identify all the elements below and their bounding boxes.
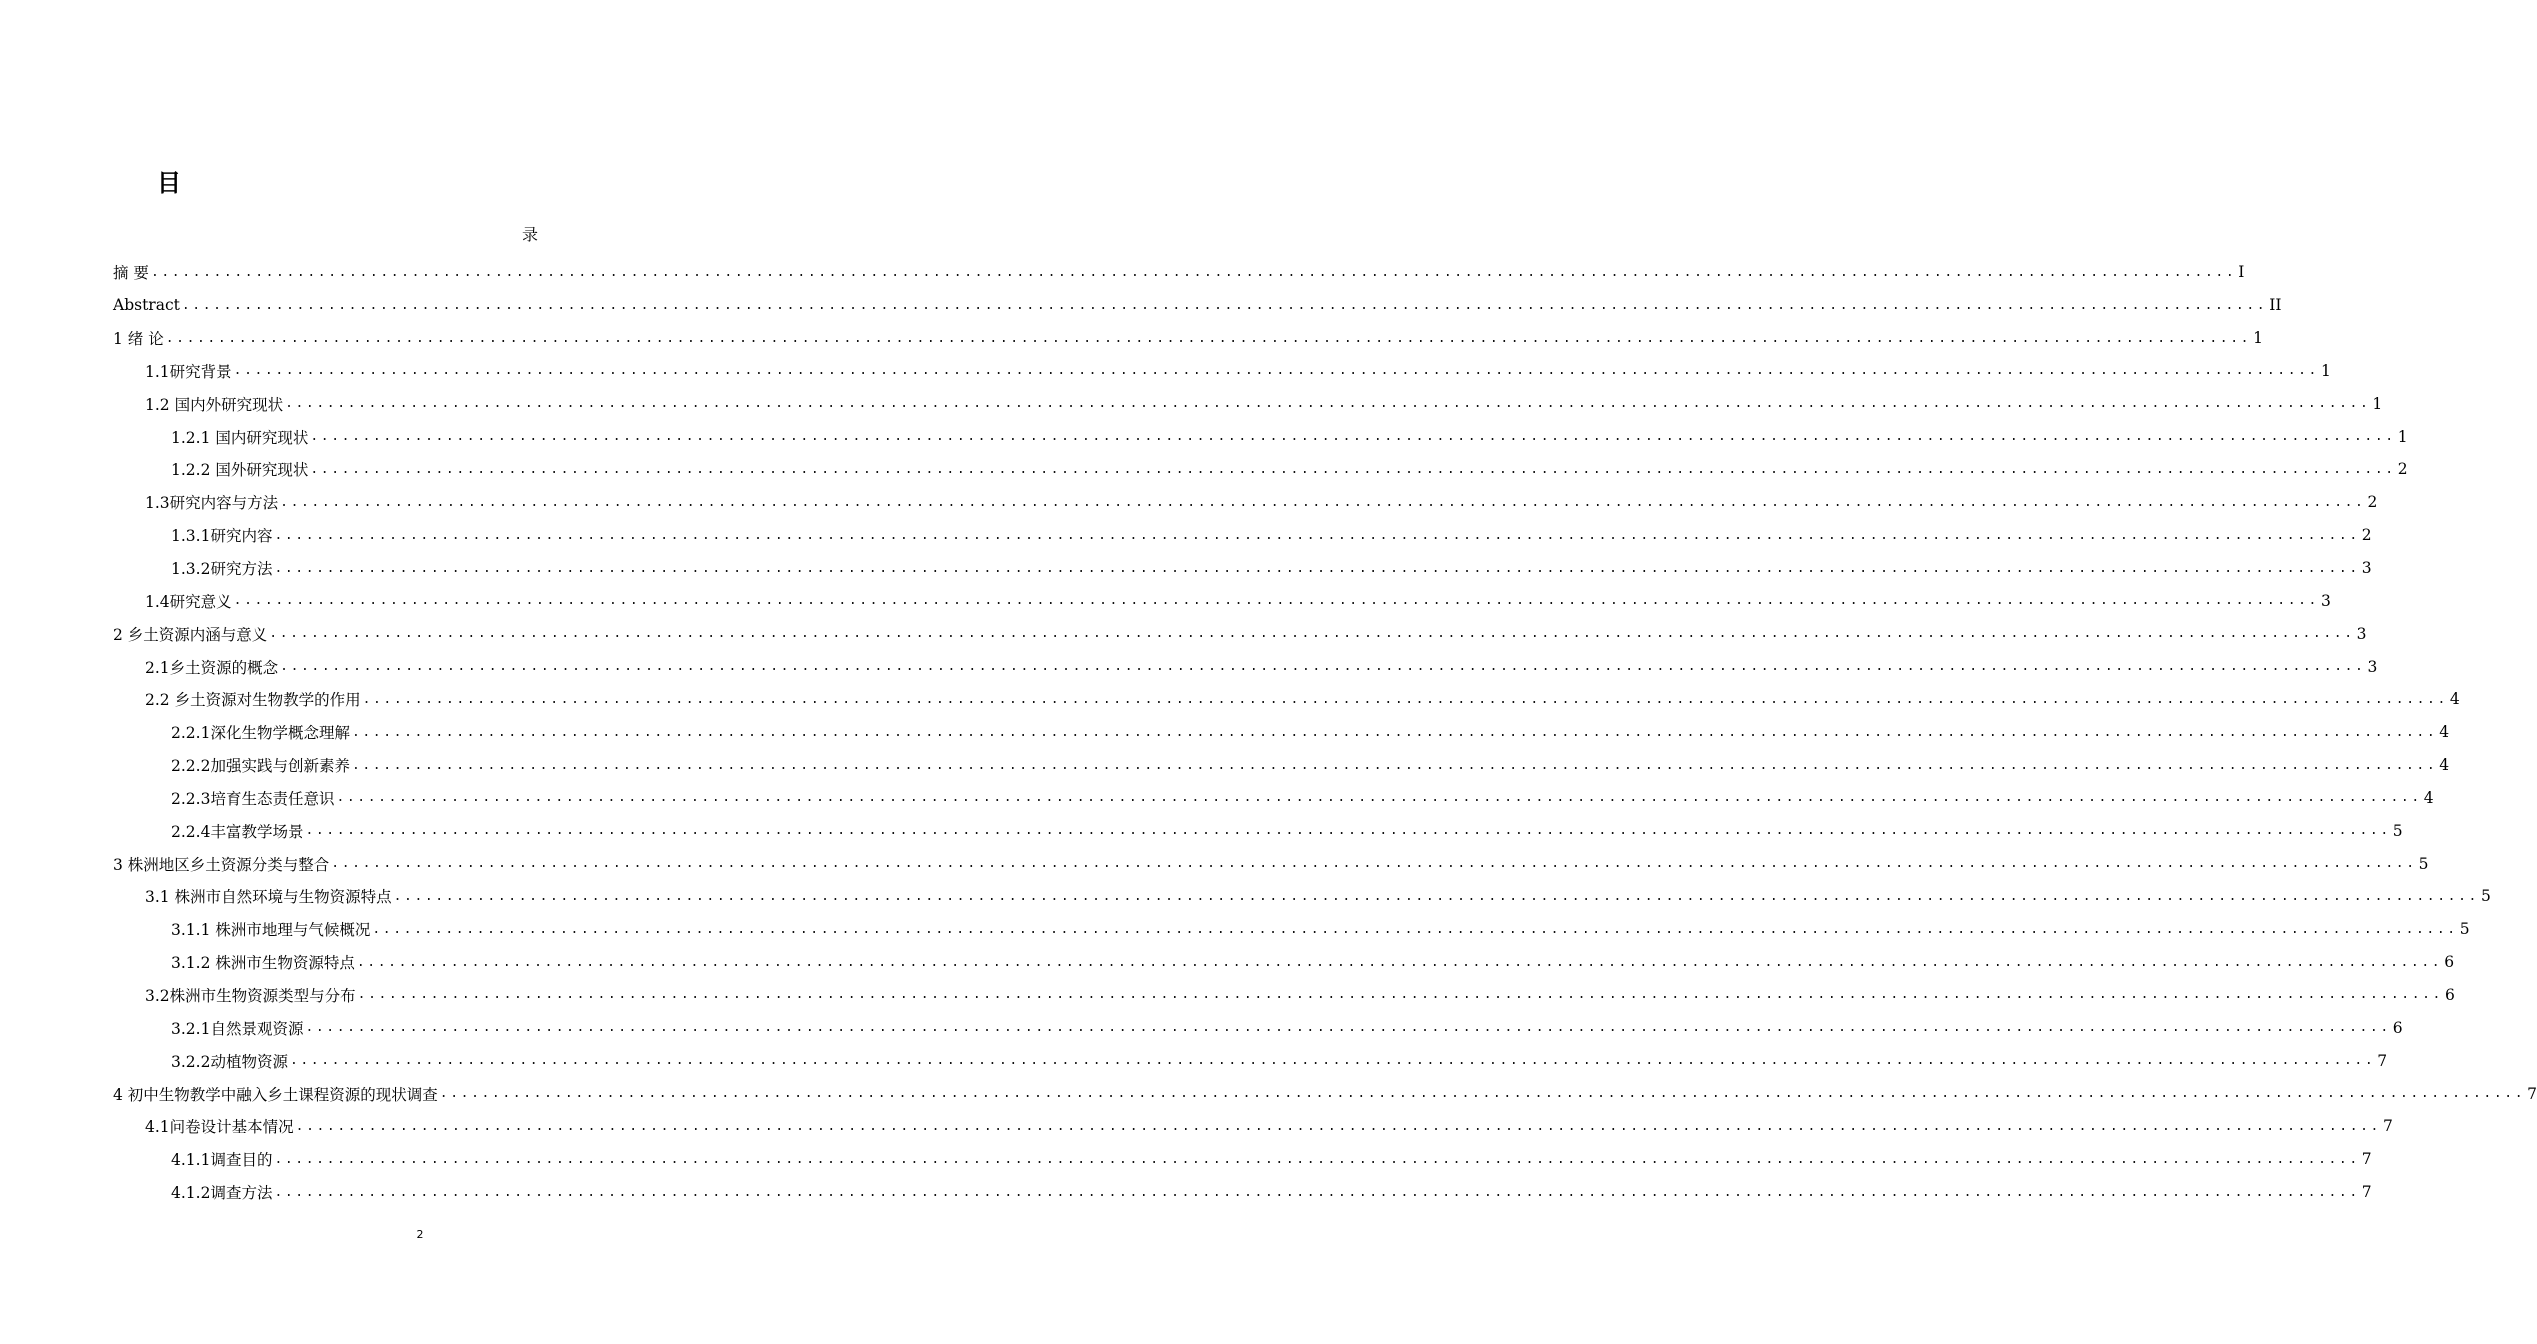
- toc-entry-page: 7: [2361, 1150, 2372, 1169]
- toc-entry-page: 2: [2361, 526, 2372, 545]
- toc-entry-label: 1.1研究背景: [145, 362, 232, 381]
- toc-entry-label: 3.1.1 株洲市地理与气候概况: [171, 921, 371, 940]
- toc-entry-label: 3.1.2 株洲市生物资源特点: [171, 954, 355, 973]
- toc-entry-label: 2.1乡土资源的概念: [145, 658, 279, 677]
- toc-entry[interactable]: [113, 1077, 2537, 1110]
- toc-entry-label: 3.2.1自然景观资源: [171, 1019, 304, 1038]
- toc-leader-dots: ........................................................................................................................................................................................................: [150, 264, 2237, 280]
- toc-entry-page: 5: [2459, 920, 2470, 939]
- toc-leader-dots: ........................................................................................................................................................................................................: [439, 1086, 2526, 1102]
- toc-entry-label: 2.2.2加强实践与创新素养: [171, 757, 350, 776]
- toc-entry-label: 1.3.2研究方法: [171, 560, 273, 579]
- toc-entry-page: 1: [2372, 394, 2383, 413]
- toc-entry-page: 7: [2527, 1084, 2537, 1103]
- toc-entry-label: 2.2.3培育生态责任意识: [171, 789, 335, 808]
- toc-leader-dots: ........................................................................................................................................................................................................: [393, 888, 2479, 904]
- toc-entry-page: 2: [2397, 460, 2408, 479]
- toc-leader-dots: ........................................................................................................................................................................................................: [351, 757, 2438, 773]
- toc-leader-dots: ........................................................................................................................................................................................................: [233, 363, 2319, 379]
- toc-entry-page: 6: [2444, 953, 2455, 972]
- toc-title-first-char: 目: [157, 169, 181, 197]
- toc-leader-dots: ........................................................................................................................................................................................................: [372, 921, 2458, 937]
- toc-entry[interactable]: [113, 683, 2460, 716]
- toc-entry[interactable]: [113, 1044, 2388, 1077]
- toc-entry-label: 2 乡土资源内涵与意义: [113, 625, 268, 644]
- toc-entry-label: Abstract: [113, 296, 180, 315]
- toc-entry[interactable]: [113, 1110, 2393, 1143]
- toc-leader-dots: ........................................................................................................................................................................................................: [280, 659, 2366, 675]
- toc-leader-dots: ........................................................................................................................................................................................................: [331, 856, 2417, 872]
- toc-leader-dots: ........................................................................................................................................................................................................: [357, 987, 2443, 1003]
- page-footer: [0, 1228, 950, 1241]
- toc-entry[interactable]: [113, 453, 2408, 486]
- toc-entry[interactable]: [113, 913, 2470, 946]
- toc-entry[interactable]: [113, 946, 2455, 979]
- toc-leader-dots: ........................................................................................................................................................................................................: [310, 461, 2396, 477]
- toc-leader-dots: ........................................................................................................................................................................................................: [362, 691, 2448, 707]
- toc-entry-label: 3.1 株洲市自然环境与生物资源特点: [145, 888, 392, 907]
- toc-entry[interactable]: [113, 519, 2372, 552]
- toc-entry-page: 4: [2423, 788, 2434, 807]
- toc-entry[interactable]: [113, 782, 2434, 815]
- toc-entry-label: 1.2.2 国外研究现状: [171, 461, 309, 480]
- toc-entry-page: II: [2269, 296, 2282, 315]
- toc-entry[interactable]: [113, 322, 2263, 355]
- toc-entry[interactable]: [113, 420, 2408, 453]
- toc-entry-label: 摘 要: [113, 264, 149, 283]
- toc-entry-label: 4.1.1调查目的: [171, 1151, 273, 1170]
- toc-entry-label: 1.4研究意义: [145, 592, 232, 611]
- toc-entry-page: 3: [2356, 624, 2367, 643]
- toc-entry-label: 2.2 乡土资源对生物教学的作用: [145, 691, 361, 710]
- toc-entry-page: 5: [2480, 887, 2491, 906]
- toc-leader-dots: ........................................................................................................................................................................................................: [181, 297, 2268, 313]
- toc-entry-page: 6: [2445, 985, 2455, 1004]
- toc-entry-label: 1.2 国内外研究现状: [145, 395, 284, 414]
- toc-entry-page: 3: [2367, 657, 2378, 676]
- toc-entry-page: 7: [2361, 1183, 2372, 1202]
- toc-entry-label: 3.2.2动植物资源: [171, 1052, 288, 1071]
- toc-entry-page: 5: [2418, 854, 2429, 873]
- toc-entry-page: 5: [2392, 821, 2403, 840]
- toc-entry-page: 1: [2397, 427, 2408, 446]
- toc-entry-page: 4: [2439, 756, 2450, 775]
- toc-leader-dots: ........................................................................................................................................................................................................: [310, 429, 2396, 445]
- toc-entry[interactable]: [113, 552, 2372, 585]
- toc-entry-page: 3: [2321, 591, 2331, 610]
- toc-entry-label: 1.3.1研究内容: [171, 527, 273, 546]
- toc-entry[interactable]: [113, 847, 2429, 880]
- toc-entry[interactable]: [113, 814, 2403, 847]
- toc-entry-page: 7: [2383, 1117, 2393, 1136]
- toc-entry-label: 4.1.2调查方法: [171, 1184, 273, 1203]
- toc-entry[interactable]: [113, 1176, 2372, 1209]
- toc-leader-dots: ........................................................................................................................................................................................................: [289, 1053, 2376, 1069]
- toc-leader-dots: ........................................................................................................................................................................................................: [274, 1151, 2360, 1167]
- toc-entry-page: 1: [2321, 361, 2331, 380]
- toc-entry-page: 3: [2361, 559, 2372, 578]
- toc-entry[interactable]: [113, 880, 2491, 913]
- toc-entry-page: 1: [2253, 329, 2263, 348]
- toc-entry-label: 3.2株洲市生物资源类型与分布: [145, 986, 356, 1005]
- toc-leader-dots: ........................................................................................................................................................................................................: [295, 1118, 2381, 1134]
- toc-leader-dots: ........................................................................................................................................................................................................: [305, 823, 2391, 839]
- toc-entry-label: 2.2.4丰富教学场景: [171, 822, 304, 841]
- toc-entry[interactable]: [113, 650, 2378, 683]
- table-of-contents: [113, 256, 2537, 1208]
- toc-entry-label: 1.3研究内容与方法: [145, 494, 279, 513]
- toc-leader-dots: ........................................................................................................................................................................................................: [356, 954, 2443, 970]
- toc-entry[interactable]: [113, 256, 2245, 289]
- toc-entry-page: 4: [2449, 690, 2460, 709]
- toc-entry-page: 7: [2377, 1051, 2388, 1070]
- toc-entry[interactable]: [113, 979, 2455, 1012]
- toc-leader-dots: ........................................................................................................................................................................................................: [165, 330, 2252, 346]
- toc-entry-label: 1.2.1 国内研究现状: [171, 428, 309, 447]
- toc-entry-page: I: [2238, 263, 2245, 282]
- toc-entry-label: 2.2.1深化生物学概念理解: [171, 724, 350, 743]
- toc-leader-dots: ........................................................................................................................................................................................................: [274, 527, 2360, 543]
- toc-entry[interactable]: [113, 486, 2378, 519]
- toc-leader-dots: ........................................................................................................................................................................................................: [269, 626, 2355, 642]
- toc-entry[interactable]: [113, 584, 2331, 617]
- toc-entry-label: 3 株洲地区乡土资源分类与整合: [113, 855, 330, 874]
- toc-entry[interactable]: [113, 289, 2282, 322]
- toc-entry-page: 4: [2439, 723, 2450, 742]
- toc-title-second-char: 录: [521, 225, 538, 244]
- toc-entry-page: 2: [2367, 493, 2378, 512]
- toc-leader-dots: ........................................................................................................................................................................................................: [274, 560, 2360, 576]
- toc-leader-dots: ........................................................................................................................................................................................................: [274, 1184, 2360, 1200]
- toc-leader-dots: ........................................................................................................................................................................................................: [285, 396, 2371, 412]
- toc-leader-dots: ........................................................................................................................................................................................................: [305, 1020, 2391, 1036]
- toc-entry[interactable]: [113, 355, 2331, 388]
- toc-entry[interactable]: [113, 716, 2450, 749]
- toc-entry[interactable]: [113, 1143, 2372, 1176]
- toc-leader-dots: ........................................................................................................................................................................................................: [336, 790, 2422, 806]
- toc-leader-dots: ........................................................................................................................................................................................................: [233, 593, 2319, 609]
- toc-entry[interactable]: [113, 1011, 2403, 1044]
- toc-entry[interactable]: [113, 387, 2383, 420]
- toc-entry-page: 6: [2392, 1018, 2403, 1037]
- toc-leader-dots: ........................................................................................................................................................................................................: [351, 724, 2438, 740]
- toc-entry[interactable]: [113, 617, 2367, 650]
- toc-leader-dots: ........................................................................................................................................................................................................: [280, 494, 2366, 510]
- toc-entry[interactable]: [113, 749, 2450, 782]
- toc-entry-label: 4.1问卷设计基本情况: [145, 1118, 294, 1137]
- toc-entry-label: 1 绪 论: [113, 330, 164, 349]
- toc-entry-label: 4 初中生物教学中融入乡土课程资源的现状调查: [113, 1085, 438, 1104]
- page-number: 2: [416, 1228, 424, 1241]
